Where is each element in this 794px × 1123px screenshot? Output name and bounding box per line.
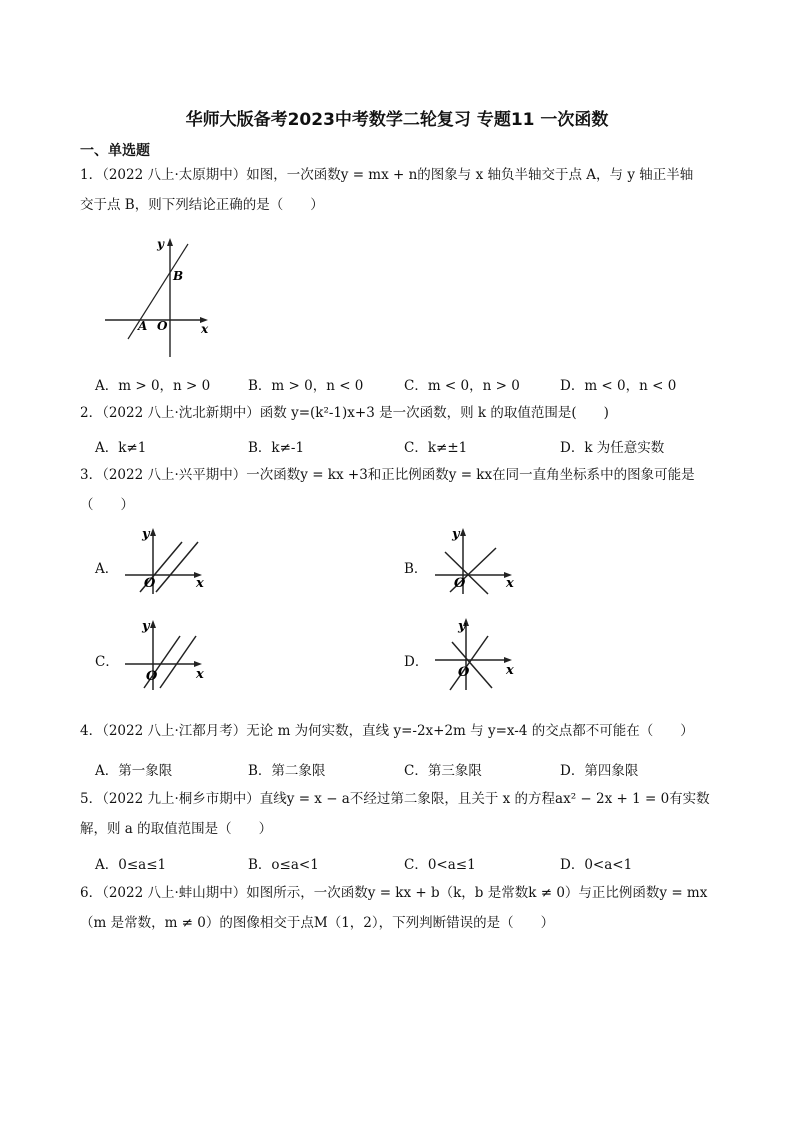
question-5-option-d[interactable]: D．0<a<1: [560, 857, 633, 873]
question-5-option-a[interactable]: A．0≤a≤1: [95, 857, 167, 873]
question-2-option-a[interactable]: A．k≠1: [95, 440, 147, 456]
question-3-option-d[interactable]: D．: [404, 654, 429, 670]
question-4-option-d[interactable]: D．第四象限: [560, 763, 639, 779]
question-6-line-2: （m 是常数，m ≠ 0）的图像相交于点M（1，2），下列判断错误的是（ ）: [80, 915, 555, 931]
label-origin: O: [144, 576, 156, 591]
question-2-option-d[interactable]: D．k 为任意实数: [560, 440, 665, 456]
label-origin: O: [454, 576, 466, 591]
y-axis-arrow: [167, 238, 173, 246]
question-1-option-a[interactable]: A．m > 0，n > 0: [95, 378, 211, 394]
question-3-line-2: （ ）: [80, 497, 134, 513]
question-2-option-b[interactable]: B．k≠-1: [248, 440, 305, 456]
label-origin: O: [146, 669, 158, 684]
question-4-option-a[interactable]: A．第一象限: [95, 763, 173, 779]
question-1-option-b[interactable]: B．m > 0，n < 0: [248, 378, 364, 394]
label-a: A: [138, 319, 148, 333]
label-x: x: [506, 663, 514, 678]
question-4-option-b[interactable]: B．第二象限: [248, 763, 326, 779]
question-5-option-b[interactable]: B．o≤a<1: [248, 857, 319, 873]
section-heading: 一、单选题: [80, 143, 150, 159]
question-3-graph-a: [120, 522, 210, 597]
label-x: x: [506, 576, 514, 591]
question-5-option-c[interactable]: C．0<a≤1: [404, 857, 476, 873]
label-origin: O: [157, 319, 168, 333]
label-origin: O: [458, 665, 470, 680]
question-3-option-a[interactable]: A．: [95, 561, 119, 577]
question-1-line-2: 交于点 B，则下列结论正确的是（ ）: [80, 197, 324, 213]
question-2-option-c[interactable]: C．k≠±1: [404, 440, 468, 456]
label-y: y: [458, 619, 466, 634]
question-5-line-1: 5．（2022 九上·桐乡市期中）直线y = x − a不经过第二象限，且关于 x 的方程ax² − 2x + 1 = 0有实数: [80, 791, 710, 807]
question-1-option-d[interactable]: D．m < 0，n < 0: [560, 378, 677, 394]
question-4-line-1: 4．（2022 八上·江都月考）无论 m 为何实数，直线 y=-2x+2m 与 y=x-4 的交点都不可能在（ ）: [80, 723, 694, 739]
page-title: 华师大版备考2023中考数学二轮复习 专题11 一次函数: [185, 110, 609, 130]
question-3-graph-d: [430, 612, 520, 694]
question-2-line-1: 2．（2022 八上·沈北新期中）函数 y=(k²-1)x+3 是一次函数，则 k 的取值范围是( ): [80, 405, 609, 421]
label-x: x: [196, 667, 204, 682]
label-x: x: [201, 322, 209, 336]
question-1-option-c[interactable]: C．m < 0，n > 0: [404, 378, 520, 394]
question-3-graph-b: [430, 522, 520, 597]
question-1-figure: [100, 232, 220, 362]
question-6-line-1: 6．（2022 八上·蚌山期中）如图所示，一次函数y = kx + b（k，b 是常数k ≠ 0）与正比例函数y = mx: [80, 885, 708, 901]
label-b: B: [173, 269, 184, 283]
label-y: y: [142, 527, 150, 542]
label-y: y: [142, 619, 150, 634]
question-3-option-c[interactable]: C．: [95, 654, 119, 670]
label-y: y: [157, 237, 164, 251]
question-5-line-2: 解，则 a 的取值范围是（ ）: [80, 821, 273, 837]
question-3-option-b[interactable]: B．: [404, 561, 428, 577]
question-3-line-1: 3．（2022 八上·兴平期中）一次函数y = kx +3和正比例函数y = kx在同一直角坐标系中的图象可能是: [80, 467, 695, 483]
label-y: y: [452, 527, 460, 542]
label-x: x: [196, 576, 204, 591]
question-1-line-1: 1．（2022 八上·太原期中）如图，一次函数y = mx + n的图象与 x 轴负半轴交于点 A，与 y 轴正半轴: [80, 167, 694, 183]
question-3-graph-c: [120, 614, 210, 694]
question-4-option-c[interactable]: C．第三象限: [404, 763, 482, 779]
